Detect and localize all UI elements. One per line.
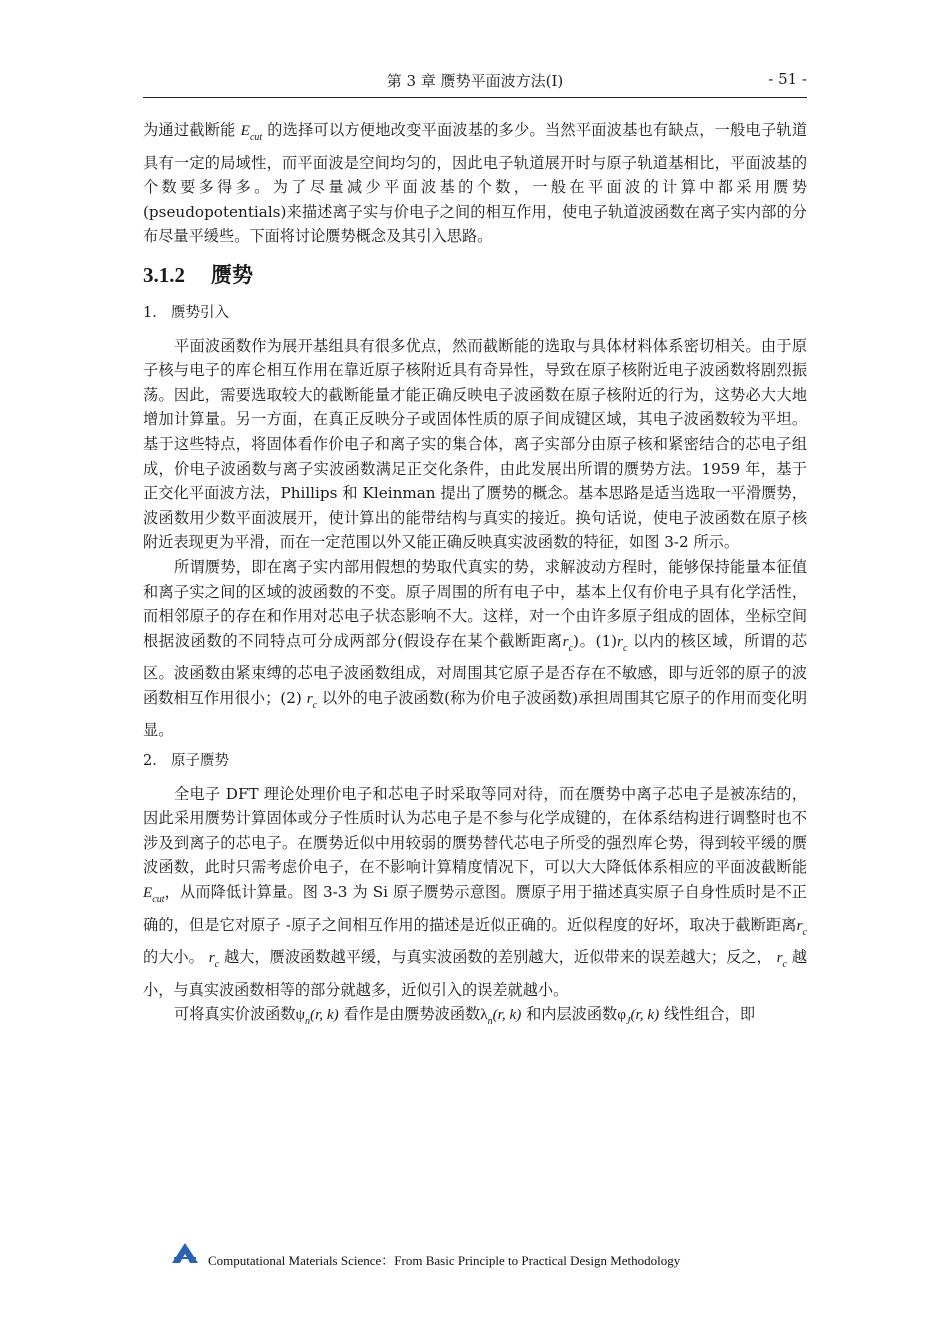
lambda-args: (r, k)	[492, 1006, 522, 1024]
ecut-e: E	[240, 122, 250, 139]
psi-sub: n	[305, 1016, 311, 1028]
rc-r: r	[306, 689, 313, 707]
rc-c: c	[782, 959, 787, 971]
rc-symbol	[617, 632, 628, 654]
rc-r: r	[562, 632, 569, 650]
subsection-heading-2	[143, 749, 807, 774]
rc-r: r	[208, 949, 215, 967]
para2-text-b: )。(1)	[573, 631, 618, 650]
psi-symbol	[295, 1006, 339, 1028]
intro-paragraph	[143, 118, 807, 249]
p4-text-c: 和内层波函数	[526, 1005, 618, 1024]
ecut-symbol	[240, 122, 263, 143]
rc-c: c	[312, 699, 318, 711]
subsection-title-1: 赝势引入	[171, 304, 229, 321]
p4-text-b: 看作是由赝势波函数	[343, 1005, 481, 1024]
rc-symbol	[208, 949, 220, 971]
subsection-number-2: 2.	[143, 753, 157, 770]
chapter-title: 第 3 章 赝势平面波方法(I)	[386, 72, 564, 90]
para2-text-c: 以内的核区域，所谓的芯区。波函数由紧束缚的芯电子波函数组成，对周围其它原子是否存在不敏感，即与近邻的原子的波函数相互作用很小；(2)	[143, 631, 807, 707]
lambda-glyph: λ	[480, 1006, 488, 1024]
paragraph-pseudopotential-intro: 平面波函数作为展开基组具有很多优点，然而截断能的选取与具体材料体系密切相关。由于原子核与电子的库仑相互作用在靠近原子核附近具有奇异性，导致在原子核附近电子波函数将剧烈振荡。因此，需要选取较大的截断能量才能正确反映电子波函数在原子核附近的行为，这势必大大地增加计算量。另一方面，在真正反映分子或固体性质的原子间成键区域，其电子波函数较为平坦。基于这些特点，将固体看作价电子和离子实的集合体，离子实部分由原子核和紧密结合的芯电子组成，价电子波函数与离子实波函数满足正交化条件，由此发展出所谓的赝势方法。1959 年，基于正交化平面波方法，Phillips 和 Kleinman 提出了赝势的概念。基本思路是适当选取一平滑赝势，波函数用少数平面波展开，使计算出的能带结构与真实的接近。换句话说，使电子波函数在原子核附近表现更为平滑，而在一定范围以外又能正确反映真实波函数的特征，如图 3-2 所示。	[143, 336, 807, 552]
p3-text-e: 越小，与真实波函数相等的部分就越多，近似引入的误差就越小。	[143, 948, 808, 999]
p3-text-c: 的大小。	[143, 948, 204, 967]
ecut-symbol	[143, 884, 165, 906]
page-number: - 51 -	[768, 70, 807, 88]
p3-text-d: 越大，赝波函数越平缓，与真实波函数的差别越大，近似带来的误差越大；反之，	[223, 948, 772, 967]
intro-text-2: 的选择可以方便地改变平面波基的多少。当然平面波基也有缺点，一般电子轨道具有一定的局域性，而平面波是空间均匀的，因此电子轨道展开时与原子轨道基相比，平面波基的个数要多得多。为了尽量减少平面波基的个数，一般在平面波的计算中都采用赝势(pseudopotentials)来描述离子实与价电子之间的相互作用，使电子轨道波函数在离子实内部的分布尽量平缓些。下面将讨论赝势概念及其引入思路。	[143, 121, 808, 246]
running-header	[143, 68, 807, 92]
paragraph-wavefunction-combination	[143, 1002, 807, 1035]
publisher-logo-icon	[170, 1242, 200, 1264]
p3-text-a: 全电子 DFT 理论处理价电子和芯电子时采取等同对待，而在赝势中离子芯电子是被冻结的，因此采用赝势计算固体或分子性质时认为芯电子是不参与化学成键的，在体系结构进行调整时也不涉及到离子的芯电子。在赝势近似中用较弱的赝势替代芯电子所受的强烈库仑势，得到较平缓的赝波函数，此时只需考虑价电子，在不影响计算精度情况下，可以大大降低体系相应的平面波截断能	[143, 784, 807, 877]
section-heading	[143, 263, 807, 291]
para2-text-d: 以外的电子波函数(称为价电子波函数)承担周围其它原子的作用而变化明显。	[143, 688, 808, 740]
phi-glyph: φ	[617, 1006, 626, 1024]
paragraph-pseudopotential-definition	[143, 555, 807, 743]
p4-text-d: 线性组合，即	[663, 1005, 756, 1024]
phi-symbol	[617, 1006, 660, 1028]
paragraph-atomic-pseudopotential	[143, 782, 807, 1003]
psi-glyph: ψ	[295, 1006, 306, 1024]
psi-args: (r, k)	[310, 1006, 339, 1024]
rc-r: r	[776, 949, 783, 967]
p4-text-a: 可将真实价波函数	[174, 1005, 296, 1024]
phi-sub: J	[626, 1016, 631, 1028]
ecut-sub: cut	[152, 894, 165, 906]
subsection-heading-1	[143, 301, 807, 326]
page-body	[143, 118, 807, 1035]
section-title: 赝势	[211, 262, 253, 287]
rc-c: c	[622, 642, 628, 654]
rc-r: r	[796, 916, 803, 934]
rc-c: c	[802, 926, 807, 938]
rc-symbol	[796, 916, 807, 938]
rc-symbol	[562, 632, 574, 654]
section-number: 3.1.2	[143, 262, 185, 287]
para2-text-a: 所谓赝势，即在离子实内部用假想的势取代真实的势，求解波动方程时，能够保持能量本征值和离子实之间的区域的波函数的不变。原子周围的所有电子中，基本上仅有价电子具有化学活性，而相邻原子的存在和作用对芯电子状态影响不大。这样，对一个由许多原子组成的固体，坐标空间根据波函数的不同特点可分成两部分(假设存在某个截断距离	[143, 557, 807, 650]
subsection-number-1: 1.	[143, 304, 157, 321]
rc-r: r	[617, 632, 623, 650]
rc-symbol	[306, 689, 318, 711]
rc-c: c	[214, 959, 220, 971]
lambda-sub: n	[487, 1016, 493, 1028]
footer-text: Computational Materials Science：From Basic Principle to Practical Design Methodology	[208, 1253, 681, 1268]
phi-args: (r, k)	[630, 1006, 660, 1024]
ecut-sub: cut	[249, 132, 263, 143]
ecut-e: E	[143, 884, 153, 902]
header-rule	[143, 97, 807, 98]
intro-text-1: 为通过截断能	[143, 121, 236, 139]
lambda-symbol	[480, 1006, 522, 1028]
p3-text-b: ，从而降低计算量。图 3-3 为 Si 原子赝势示意图。赝原子用于描述真实原子自身性质时是不正确的，但是它对原子 -原子之间相互作用的描述是近似正确的。近似程度的好坏，取决于截断距离	[143, 883, 807, 934]
rc-symbol	[776, 949, 787, 971]
rc-c: c	[568, 642, 574, 654]
subsection-title-2: 原子赝势	[171, 753, 229, 770]
